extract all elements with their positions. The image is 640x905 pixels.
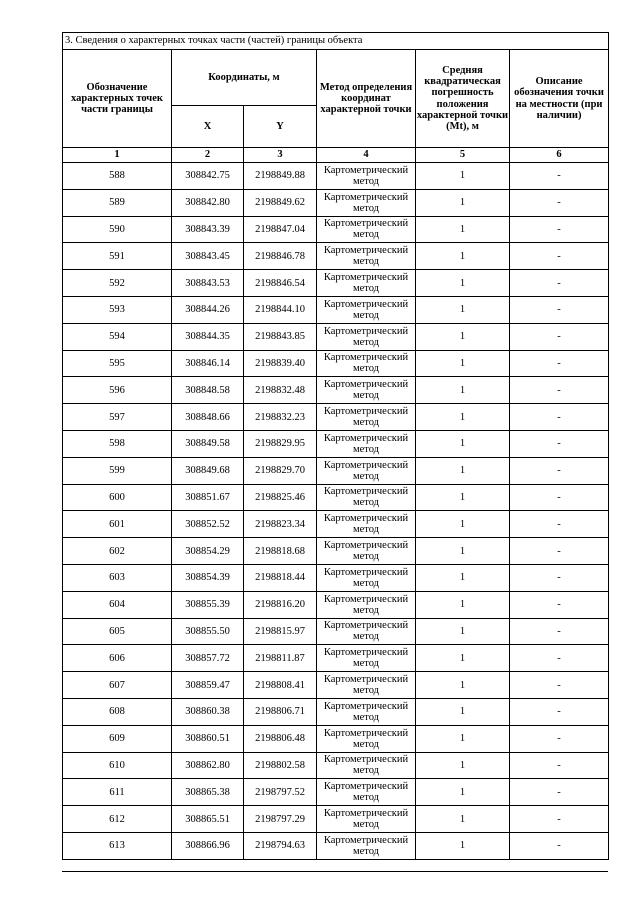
table-row xyxy=(63,832,609,859)
y-coordinate-cell: 2198847.04 xyxy=(244,216,317,243)
method-cell: Картометрический метод xyxy=(317,832,416,859)
table-row xyxy=(63,350,609,377)
method-cell: Картометрический метод xyxy=(317,779,416,806)
point-id-cell: 591 xyxy=(63,243,172,270)
method-cell: Картометрический метод xyxy=(317,350,416,377)
column-number: 1 xyxy=(63,148,172,163)
footer-divider xyxy=(62,871,608,872)
x-coordinate-cell: 308846.14 xyxy=(172,350,244,377)
y-coordinate-cell: 2198823.34 xyxy=(244,511,317,538)
description-cell: - xyxy=(510,404,609,431)
description-cell: - xyxy=(510,484,609,511)
description-cell: - xyxy=(510,698,609,725)
description-cell: - xyxy=(510,832,609,859)
point-id-cell: 601 xyxy=(63,511,172,538)
column-number: 5 xyxy=(416,148,510,163)
description-cell: - xyxy=(510,725,609,752)
point-id-cell: 603 xyxy=(63,564,172,591)
point-id-cell: 598 xyxy=(63,430,172,457)
table-row xyxy=(63,698,609,725)
x-coordinate-cell: 308855.39 xyxy=(172,591,244,618)
y-coordinate-cell: 2198816.20 xyxy=(244,591,317,618)
x-coordinate-cell: 308862.80 xyxy=(172,752,244,779)
table-row xyxy=(63,618,609,645)
description-cell: - xyxy=(510,350,609,377)
x-coordinate-cell: 308844.26 xyxy=(172,296,244,323)
x-coordinate-cell: 308857.72 xyxy=(172,645,244,672)
point-id-cell: 594 xyxy=(63,323,172,350)
table-row xyxy=(63,779,609,806)
description-cell: - xyxy=(510,243,609,270)
table-row xyxy=(63,377,609,404)
mean-error-cell: 1 xyxy=(416,457,510,484)
description-cell: - xyxy=(510,430,609,457)
y-coordinate-cell: 2198815.97 xyxy=(244,618,317,645)
description-cell: - xyxy=(510,163,609,190)
y-coordinate-cell: 2198806.71 xyxy=(244,698,317,725)
mean-error-cell: 1 xyxy=(416,323,510,350)
point-id-cell: 597 xyxy=(63,404,172,431)
mean-error-cell: 1 xyxy=(416,377,510,404)
x-coordinate-cell: 308842.75 xyxy=(172,163,244,190)
y-coordinate-cell: 2198797.52 xyxy=(244,779,317,806)
description-cell: - xyxy=(510,457,609,484)
x-coordinate-cell: 308849.58 xyxy=(172,430,244,457)
mean-error-cell: 1 xyxy=(416,484,510,511)
table-row xyxy=(63,323,609,350)
y-coordinate-cell: 2198846.54 xyxy=(244,270,317,297)
mean-error-cell: 1 xyxy=(416,216,510,243)
column-number: 6 xyxy=(510,148,609,163)
point-id-cell: 604 xyxy=(63,591,172,618)
description-cell: - xyxy=(510,296,609,323)
point-id-cell: 602 xyxy=(63,538,172,565)
mean-error-cell: 1 xyxy=(416,698,510,725)
mean-error-cell: 1 xyxy=(416,270,510,297)
mean-error-cell: 1 xyxy=(416,404,510,431)
y-coordinate-cell: 2198818.68 xyxy=(244,538,317,565)
method-cell: Картометрический метод xyxy=(317,270,416,297)
table-row xyxy=(63,404,609,431)
mean-error-cell: 1 xyxy=(416,163,510,190)
mean-error-cell: 1 xyxy=(416,296,510,323)
point-id-cell: 610 xyxy=(63,752,172,779)
x-coordinate-cell: 308854.39 xyxy=(172,564,244,591)
point-id-cell: 605 xyxy=(63,618,172,645)
table-row xyxy=(63,216,609,243)
x-coordinate-cell: 308855.50 xyxy=(172,618,244,645)
description-cell: - xyxy=(510,645,609,672)
y-coordinate-cell: 2198825.46 xyxy=(244,484,317,511)
mean-error-cell: 1 xyxy=(416,511,510,538)
method-cell: Картометрический метод xyxy=(317,645,416,672)
method-cell: Картометрический метод xyxy=(317,457,416,484)
header-x: X xyxy=(172,106,244,148)
method-cell: Картометрический метод xyxy=(317,296,416,323)
y-coordinate-cell: 2198794.63 xyxy=(244,832,317,859)
table-row xyxy=(63,189,609,216)
mean-error-cell: 1 xyxy=(416,752,510,779)
method-cell: Картометрический метод xyxy=(317,591,416,618)
header-description: Описание обозначения точки на местности (при наличии) xyxy=(510,50,609,148)
table-row xyxy=(63,806,609,833)
point-id-cell: 592 xyxy=(63,270,172,297)
point-id-cell: 590 xyxy=(63,216,172,243)
method-cell: Картометрический метод xyxy=(317,618,416,645)
table-row xyxy=(63,564,609,591)
x-coordinate-cell: 308865.38 xyxy=(172,779,244,806)
header-point-designation: Обозначение характерных точек части границы xyxy=(63,50,172,148)
description-cell: - xyxy=(510,672,609,699)
mean-error-cell: 1 xyxy=(416,350,510,377)
description-cell: - xyxy=(510,270,609,297)
description-cell: - xyxy=(510,377,609,404)
description-cell: - xyxy=(510,752,609,779)
description-cell: - xyxy=(510,538,609,565)
table-row xyxy=(63,672,609,699)
mean-error-cell: 1 xyxy=(416,645,510,672)
point-id-cell: 593 xyxy=(63,296,172,323)
header-y: Y xyxy=(244,106,317,148)
y-coordinate-cell: 2198829.70 xyxy=(244,457,317,484)
table-row xyxy=(63,752,609,779)
y-coordinate-cell: 2198829.95 xyxy=(244,430,317,457)
y-coordinate-cell: 2198832.48 xyxy=(244,377,317,404)
mean-error-cell: 1 xyxy=(416,564,510,591)
table-caption: 3. Сведения о характерных точках части (частей) границы объекта xyxy=(63,33,609,50)
method-cell: Картометрический метод xyxy=(317,672,416,699)
table-row xyxy=(63,457,609,484)
y-coordinate-cell: 2198808.41 xyxy=(244,672,317,699)
point-id-cell: 606 xyxy=(63,645,172,672)
method-cell: Картометрический метод xyxy=(317,752,416,779)
description-cell: - xyxy=(510,189,609,216)
method-cell: Картометрический метод xyxy=(317,216,416,243)
method-cell: Картометрический метод xyxy=(317,404,416,431)
mean-error-cell: 1 xyxy=(416,725,510,752)
method-cell: Картометрический метод xyxy=(317,163,416,190)
x-coordinate-cell: 308842.80 xyxy=(172,189,244,216)
table-row xyxy=(63,645,609,672)
method-cell: Картометрический метод xyxy=(317,243,416,270)
method-cell: Картометрический метод xyxy=(317,323,416,350)
table-row xyxy=(63,591,609,618)
x-coordinate-cell: 308844.35 xyxy=(172,323,244,350)
table-row xyxy=(63,511,609,538)
method-cell: Картометрический метод xyxy=(317,511,416,538)
mean-error-cell: 1 xyxy=(416,618,510,645)
table-row xyxy=(63,243,609,270)
x-coordinate-cell: 308854.29 xyxy=(172,538,244,565)
mean-error-cell: 1 xyxy=(416,832,510,859)
table-row xyxy=(63,430,609,457)
x-coordinate-cell: 308843.53 xyxy=(172,270,244,297)
point-id-cell: 611 xyxy=(63,779,172,806)
description-cell: - xyxy=(510,216,609,243)
point-id-cell: 599 xyxy=(63,457,172,484)
column-number: 3 xyxy=(244,148,317,163)
column-numbers-row xyxy=(63,148,609,163)
method-cell: Картометрический метод xyxy=(317,538,416,565)
method-cell: Картометрический метод xyxy=(317,698,416,725)
x-coordinate-cell: 308859.47 xyxy=(172,672,244,699)
boundary-points-table xyxy=(62,32,609,860)
description-cell: - xyxy=(510,511,609,538)
y-coordinate-cell: 2198818.44 xyxy=(244,564,317,591)
header-method: Метод определения координат характерной точки xyxy=(317,50,416,148)
description-cell: - xyxy=(510,806,609,833)
y-coordinate-cell: 2198797.29 xyxy=(244,806,317,833)
mean-error-cell: 1 xyxy=(416,672,510,699)
y-coordinate-cell: 2198846.78 xyxy=(244,243,317,270)
method-cell: Картометрический метод xyxy=(317,484,416,511)
point-id-cell: 609 xyxy=(63,725,172,752)
x-coordinate-cell: 308860.51 xyxy=(172,725,244,752)
table-row xyxy=(63,296,609,323)
y-coordinate-cell: 2198832.23 xyxy=(244,404,317,431)
y-coordinate-cell: 2198806.48 xyxy=(244,725,317,752)
point-id-cell: 600 xyxy=(63,484,172,511)
y-coordinate-cell: 2198844.10 xyxy=(244,296,317,323)
x-coordinate-cell: 308865.51 xyxy=(172,806,244,833)
description-cell: - xyxy=(510,779,609,806)
x-coordinate-cell: 308851.67 xyxy=(172,484,244,511)
x-coordinate-cell: 308849.68 xyxy=(172,457,244,484)
point-id-cell: 608 xyxy=(63,698,172,725)
mean-error-cell: 1 xyxy=(416,779,510,806)
table-row xyxy=(63,725,609,752)
mean-error-cell: 1 xyxy=(416,806,510,833)
description-cell: - xyxy=(510,323,609,350)
point-id-cell: 588 xyxy=(63,163,172,190)
mean-error-cell: 1 xyxy=(416,538,510,565)
x-coordinate-cell: 308852.52 xyxy=(172,511,244,538)
mean-error-cell: 1 xyxy=(416,243,510,270)
description-cell: - xyxy=(510,564,609,591)
x-coordinate-cell: 308848.66 xyxy=(172,404,244,431)
description-cell: - xyxy=(510,618,609,645)
table-row xyxy=(63,538,609,565)
x-coordinate-cell: 308843.39 xyxy=(172,216,244,243)
table-row xyxy=(63,270,609,297)
mean-error-cell: 1 xyxy=(416,591,510,618)
header-mean-error: Средняя квадратическая погрешность положения характерной точки (Mt), м xyxy=(416,50,510,148)
y-coordinate-cell: 2198802.58 xyxy=(244,752,317,779)
mean-error-cell: 1 xyxy=(416,430,510,457)
document-page xyxy=(62,32,608,860)
y-coordinate-cell: 2198811.87 xyxy=(244,645,317,672)
x-coordinate-cell: 308866.96 xyxy=(172,832,244,859)
header-coordinates: Координаты, м xyxy=(172,50,317,106)
description-cell: - xyxy=(510,591,609,618)
point-id-cell: 596 xyxy=(63,377,172,404)
method-cell: Картометрический метод xyxy=(317,564,416,591)
y-coordinate-cell: 2198849.88 xyxy=(244,163,317,190)
table-body xyxy=(63,163,609,860)
x-coordinate-cell: 308860.38 xyxy=(172,698,244,725)
table-row xyxy=(63,163,609,190)
method-cell: Картометрический метод xyxy=(317,377,416,404)
y-coordinate-cell: 2198849.62 xyxy=(244,189,317,216)
point-id-cell: 607 xyxy=(63,672,172,699)
point-id-cell: 589 xyxy=(63,189,172,216)
x-coordinate-cell: 308843.45 xyxy=(172,243,244,270)
x-coordinate-cell: 308848.58 xyxy=(172,377,244,404)
point-id-cell: 612 xyxy=(63,806,172,833)
y-coordinate-cell: 2198843.85 xyxy=(244,323,317,350)
table-row xyxy=(63,484,609,511)
mean-error-cell: 1 xyxy=(416,189,510,216)
point-id-cell: 613 xyxy=(63,832,172,859)
method-cell: Картометрический метод xyxy=(317,189,416,216)
point-id-cell: 595 xyxy=(63,350,172,377)
method-cell: Картометрический метод xyxy=(317,430,416,457)
column-number: 4 xyxy=(317,148,416,163)
y-coordinate-cell: 2198839.40 xyxy=(244,350,317,377)
method-cell: Картометрический метод xyxy=(317,725,416,752)
column-number: 2 xyxy=(172,148,244,163)
method-cell: Картометрический метод xyxy=(317,806,416,833)
